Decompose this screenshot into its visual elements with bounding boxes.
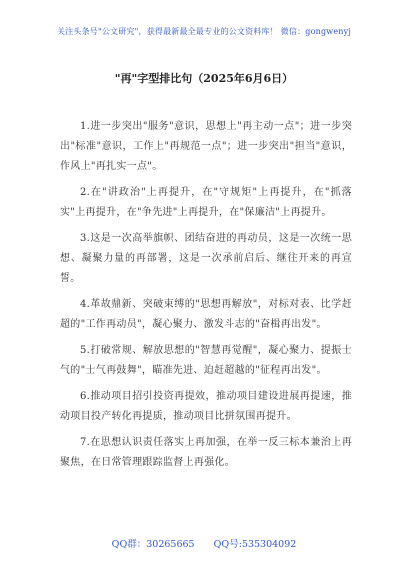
paragraph-3: 3.这是一次高举旗帜、团结奋进的再动员，这是一次统一思想、凝聚力量的再部署，这是一次承前启后、继往开来的再宣誓。: [60, 233, 352, 284]
promo-banner: 关注头条号"公文研究"，获得最新最全最专业的公文资料库！ 微信：gongwenyj: [56, 27, 352, 36]
paragraph-5: 5.打破常规、解放思想的"智慧再觉醒"，凝心聚力、提振士气的"士气再鼓舞"，瞄准先进、迫赶超越的"征程再出发"。: [60, 345, 352, 376]
qq-group-text: QQ群：30265665: [111, 539, 195, 550]
paragraph-2: 2.在"讲政治"上再提升，在"守规矩"上再提升，在"抓落实"上再提升，在"争先进"上再提升，在"保廉洁"上再提升。: [60, 187, 352, 218]
paragraph-6: 6.推动项目招引投资再提效，推动项目建设进展再提速，推动项目投产转化再提质，推动项目比拼氛围再提升。: [60, 391, 352, 422]
qq-number-text: QQ号:535304092: [213, 539, 297, 550]
paragraph-4: 4.革故鼎新、突破束缚的"思想再解放"，对标对表、比学赶超的"工作再动员"，凝心聚力、激发斗志的"奋楫再出发"。: [60, 299, 352, 330]
document-body: [60, 117, 352, 479]
paragraph-1: 1.进一步突出"服务"意识，思想上"再主动一点"；进一步突出"标准"意识，工作上"再规范一点"；进一步突出"担当"意识，作风上"再扎实一点"。: [60, 121, 352, 172]
document-title: "再"字型排比句（2025年6月6日）: [114, 72, 294, 85]
paragraph-7: 7.在思想认识责任落实上再加强，在举一反三标本兼治上再聚焦，在日常管理跟踪监督上再强化。: [60, 437, 352, 468]
contact-footer: [0, 536, 408, 550]
